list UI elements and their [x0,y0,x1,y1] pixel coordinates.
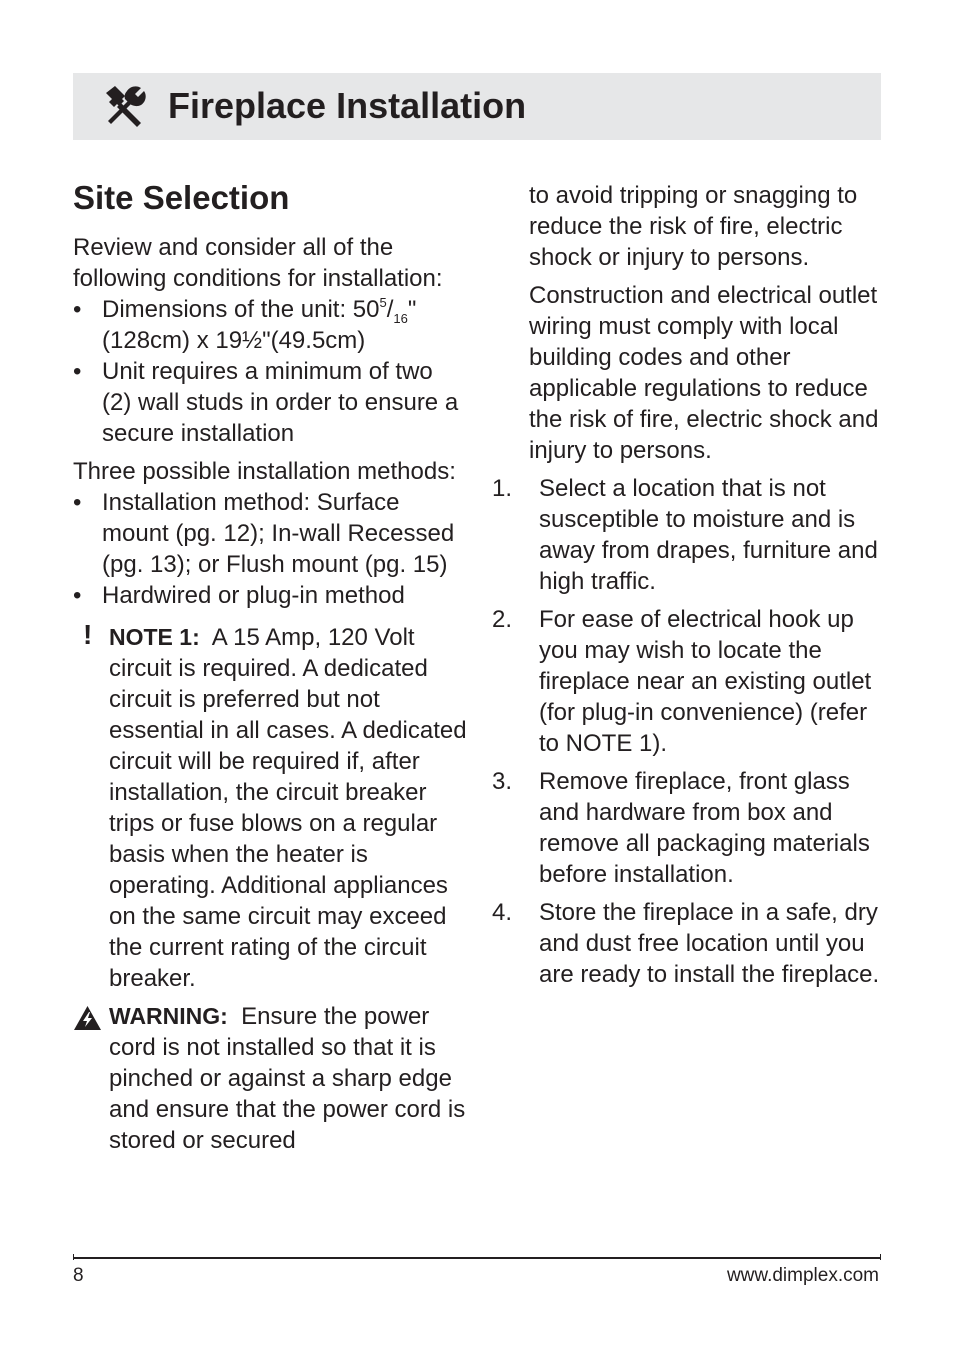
warning-block [73,1001,468,1156]
list-item: • Dimensions of the unit: $50^5/_{16}$" (128cm) x 19½"(49.5cm) [73,295,417,354]
bullet-marker: • [73,358,82,385]
page-number: 8 [73,1265,84,1286]
list-item: • Hardwired or plug-in method [73,582,405,609]
page-title: Fireplace Installation [168,85,527,126]
step-text: Store the fireplace in a safe, dry and dust free location until you are ready to install the fireplace. [539,899,880,988]
section-heading: Site Selection [73,179,290,216]
section-header [73,73,881,140]
step-number: 1. [492,475,513,502]
footer-divider [73,1257,881,1259]
note-label: NOTE 1: [109,624,200,650]
step-number: 2. [492,606,513,633]
list-item: • Unit requires a minimum of two (2) wall studs in order to ensure a secure installation [73,358,459,447]
step-number: 4. [492,899,513,926]
list-item [490,766,885,890]
bullet-marker: • [73,489,82,516]
step-number: 3. [492,768,513,795]
note-block [73,619,468,994]
warning-label: WARNING: [109,1003,228,1029]
steps-list [490,473,885,990]
right-column [490,180,885,997]
list-item [490,604,885,759]
list-item [490,897,885,990]
list-item: • Installation method: Surface mount (pg. 12); In-wall Recessed (pg. 13); or Flush mount (pg. 15) [73,489,455,578]
warning-continued: to avoid tripping or snagging to reduce the risk of fire, electric shock or injury to persons. [529,182,858,271]
note-text: A 15 Amp, 120 Volt circuit is required. A dedicated circuit is preferred but not essential in all cases. A dedicated circuit will be required if, after installation, the circuit breaker trips or fuse blows on a regular basis when the heater is operating. Additional appliances on the same circuit may exceed the current rating of the circuit breaker. [109,624,467,992]
step-text: Select a location that is not susceptible to moisture and is away from drapes, furniture and high traffic. [539,475,878,595]
methods-list [73,487,468,611]
tools-icon [103,83,149,129]
footer-url: www.dimplex.com [726,1265,879,1286]
left-column [73,176,468,1156]
methods-intro: Three possible installation methods: [73,458,456,485]
conditions-list [73,294,468,449]
warning-text: Ensure the power cord is not installed so that it is pinched or against a sharp edge and ensure that the power cord is stored or secured [109,1003,466,1154]
bullet-marker: • [73,296,82,323]
warning-shock-icon [73,1005,102,1031]
bullet-marker: • [73,582,82,609]
exclamation-icon: ! [83,619,93,650]
step-text: For ease of electrical hook up you may wish to locate the fireplace near an existing outlet (for plug-in convenience) (refer to NOTE 1). [539,606,872,757]
intro-text: Review and consider all of the following conditions for installation: [73,234,443,292]
codes-paragraph: Construction and electrical outlet wiring must comply with local building codes and other applicable regulations to reduce the risk of fire, electric shock and injury to persons. [529,282,879,464]
step-text: Remove fireplace, front glass and hardware from box and remove all packaging materials before installation. [539,768,870,888]
list-item [490,473,885,597]
